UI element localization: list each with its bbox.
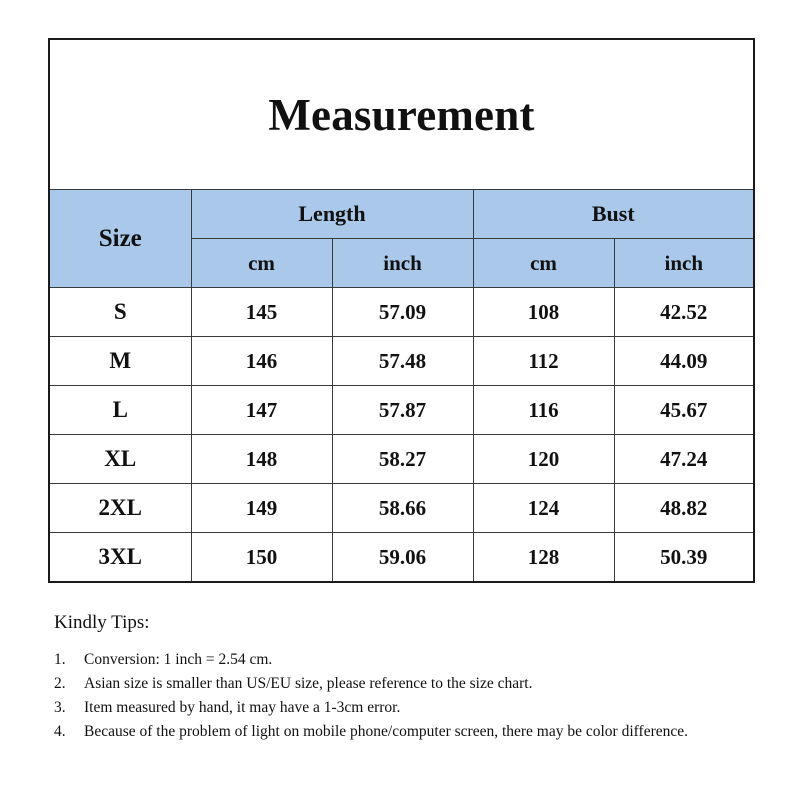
size-cell: XL (50, 435, 191, 484)
tip-text: Because of the problem of light on mobile phone/computer screen, there may be color difference. (84, 723, 688, 740)
bust-cm-cell: 120 (473, 435, 614, 484)
size-column-header: Size (50, 190, 191, 288)
length-cm-cell: 150 (191, 533, 332, 582)
length-inch-cell: 59.06 (332, 533, 473, 582)
length-cm-cell: 145 (191, 288, 332, 337)
bust-inch-cell: 45.67 (614, 386, 753, 435)
length-inch-header: inch (332, 239, 473, 288)
tip-text: Asian size is smaller than US/EU size, please reference to the size chart. (84, 675, 533, 692)
bust-inch-cell: 44.09 (614, 337, 753, 386)
list-item (54, 672, 754, 696)
bust-inch-cell: 47.24 (614, 435, 753, 484)
table-row (50, 288, 753, 337)
bust-group-header: Bust (473, 190, 753, 239)
bust-inch-header: inch (614, 239, 753, 288)
list-item (54, 720, 754, 744)
bust-cm-cell: 128 (473, 533, 614, 582)
size-chart (48, 38, 755, 583)
tip-number: 1. (54, 651, 66, 668)
table-row (50, 337, 753, 386)
length-cm-cell: 148 (191, 435, 332, 484)
length-cm-cell: 149 (191, 484, 332, 533)
tip-text: Conversion: 1 inch = 2.54 cm. (84, 651, 273, 668)
length-inch-cell: 58.27 (332, 435, 473, 484)
length-inch-cell: 57.48 (332, 337, 473, 386)
table-row (50, 484, 753, 533)
length-inch-cell: 57.87 (332, 386, 473, 435)
size-cell: 3XL (50, 533, 191, 582)
tip-text: Item measured by hand, it may have a 1-3cm error. (84, 699, 401, 716)
bust-inch-cell: 50.39 (614, 533, 753, 582)
size-cell: S (50, 288, 191, 337)
length-cm-header: cm (191, 239, 332, 288)
table-row (50, 435, 753, 484)
length-inch-cell: 57.09 (332, 288, 473, 337)
bust-inch-cell: 48.82 (614, 484, 753, 533)
table-row (50, 533, 753, 582)
chart-title: Measurement (268, 89, 535, 140)
list-item (54, 648, 754, 672)
bust-cm-cell: 112 (473, 337, 614, 386)
size-table (50, 189, 753, 581)
length-cm-cell: 147 (191, 386, 332, 435)
bust-cm-header: cm (473, 239, 614, 288)
tip-number: 3. (54, 699, 66, 716)
size-cell: L (50, 386, 191, 435)
bust-cm-cell: 124 (473, 484, 614, 533)
length-group-header: Length (191, 190, 473, 239)
size-cell: 2XL (50, 484, 191, 533)
length-inch-cell: 58.66 (332, 484, 473, 533)
tip-number: 2. (54, 675, 66, 692)
tip-number: 4. (54, 723, 66, 740)
tips-list (54, 648, 754, 744)
bust-cm-cell: 116 (473, 386, 614, 435)
tips-heading: Kindly Tips: (54, 612, 150, 633)
bust-inch-cell: 42.52 (614, 288, 753, 337)
length-cm-cell: 146 (191, 337, 332, 386)
table-header-row (50, 190, 753, 239)
bust-cm-cell: 108 (473, 288, 614, 337)
table-row (50, 386, 753, 435)
list-item (54, 696, 754, 720)
kindly-tips (54, 612, 754, 744)
size-cell: M (50, 337, 191, 386)
